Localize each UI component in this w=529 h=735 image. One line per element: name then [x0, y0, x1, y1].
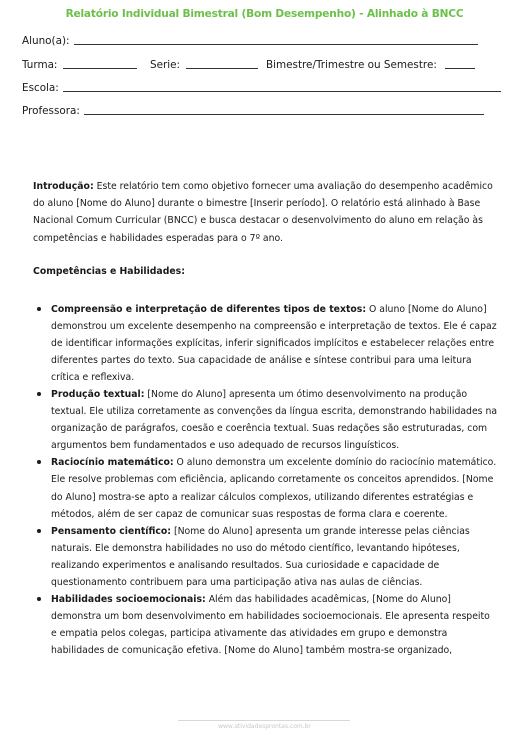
bimestre-label: Bimestre/Trimestre ou Semestre:: [266, 59, 437, 71]
item-text: O aluno demonstra um excelente domínio do raciocínio matemático. Ele resolve problemas com eficiência, aplicando corretamente os conceitos aprendidos. [Nome do Aluno] mostra-se apto a realizar cálculos complexos, utilizando diferentes estratégias e métodos, além de ser capaz de comunicar suas respostas de forma clara e coerente.: [51, 457, 497, 520]
introduction-text: Este relatório tem como objetivo fornecer uma avaliação do desempenho acadêmico do aluno [Nome do Aluno] durante o bimestre [Inserir período]. O relatório está alinhado à Base Nacional Comum Curricular (BNCC) e busca destacar o desenvolvimento do aluno em relação às competências e habilidades esperadas para o 7º ano.: [33, 181, 493, 244]
list-item: [33, 454, 498, 522]
serie-field: [150, 59, 258, 71]
escola-line[interactable]: [63, 91, 501, 92]
serie-line[interactable]: [186, 68, 258, 69]
item-label: Habilidades socioemocionais:: [51, 593, 206, 605]
professora-field: [22, 105, 484, 117]
list-item: [33, 523, 498, 591]
professora-line[interactable]: [84, 114, 484, 115]
page-title: Relatório Individual Bimestral (Bom Desempenho) - Alinhado à BNCC: [65, 8, 464, 20]
escola-field: [22, 82, 501, 94]
turma-label: Turma:: [22, 59, 58, 71]
aluno-label: Aluno(a):: [22, 35, 70, 47]
item-label: Raciocínio matemático:: [51, 457, 174, 469]
professora-label: Professora:: [22, 105, 80, 117]
bullet-icon: [37, 529, 41, 533]
bullet-icon: [37, 460, 41, 464]
aluno-line[interactable]: [74, 44, 478, 45]
item-label: Compreensão e interpretação de diferentes tipos de textos:: [51, 304, 367, 315]
footer-url: www.atividadesprontas.com.br: [218, 723, 311, 730]
list-item: [33, 386, 498, 454]
item-text: [Nome do Aluno] apresenta um grande interesse pelas ciências naturais. Ele demonstra habilidades no uso do método científico, levantando hipóteses, realizando experimentos e analisando resultados. Sua curiosidade e capacidade de questionamento contribuem para uma participação ativa nas aulas de ciências.: [51, 525, 470, 588]
introduction: [33, 178, 498, 247]
item-text: Além das habilidades acadêmicas, [Nome do Aluno] demonstra um bom desenvolvimento em habilidades socioemocionais. Ele apresenta respeito e empatia pelos colegas, participa ativamente das atividades em grupo e demonstra habilidades de comunicação efetiva. [Nome do Aluno] também mostra-se organizado,: [51, 593, 490, 656]
bullet-icon: [37, 307, 41, 311]
item-text: O aluno [Nome do Aluno] demonstrou um excelente desempenho na compreensão e interpretação de textos. Ele é capaz de identificar informações explícitas, inferir significados implícitos e estabelecer relações entre diferentes partes do texto. Sua capacidade de análise e síntese contribui para uma leitura crítica e reflexiva.: [51, 304, 497, 384]
bimestre-line[interactable]: [445, 68, 475, 69]
escola-label: Escola:: [22, 82, 59, 94]
bullet-icon: [37, 392, 41, 396]
item-label: Produção textual:: [51, 389, 145, 401]
introduction-label: Introdução:: [33, 181, 94, 192]
turma-field: [22, 59, 137, 71]
item-text: [Nome do Aluno] apresenta um ótimo desenvolvimento na produção textual. Ele utiliza corretamente as convenções da língua escrita, demonstrando habilidades na organização de parágrafos, coesão e coerência textual. Suas redações são estruturadas, com argumentos bem fundamentados e uso adequado de recursos linguísticos.: [51, 389, 498, 452]
aluno-field: [22, 35, 478, 47]
competencias-heading: Competências e Habilidades:: [33, 266, 185, 277]
turma-line[interactable]: [63, 68, 137, 69]
competencias-list: [33, 301, 498, 659]
list-item: [33, 591, 498, 659]
footer-divider: [178, 720, 350, 721]
bimestre-field: [266, 59, 475, 71]
bullet-icon: [37, 597, 41, 601]
list-item: [33, 301, 498, 386]
item-label: Pensamento científico:: [51, 525, 171, 537]
introduction-paragraph: [33, 178, 498, 247]
serie-label: Serie:: [150, 59, 181, 71]
